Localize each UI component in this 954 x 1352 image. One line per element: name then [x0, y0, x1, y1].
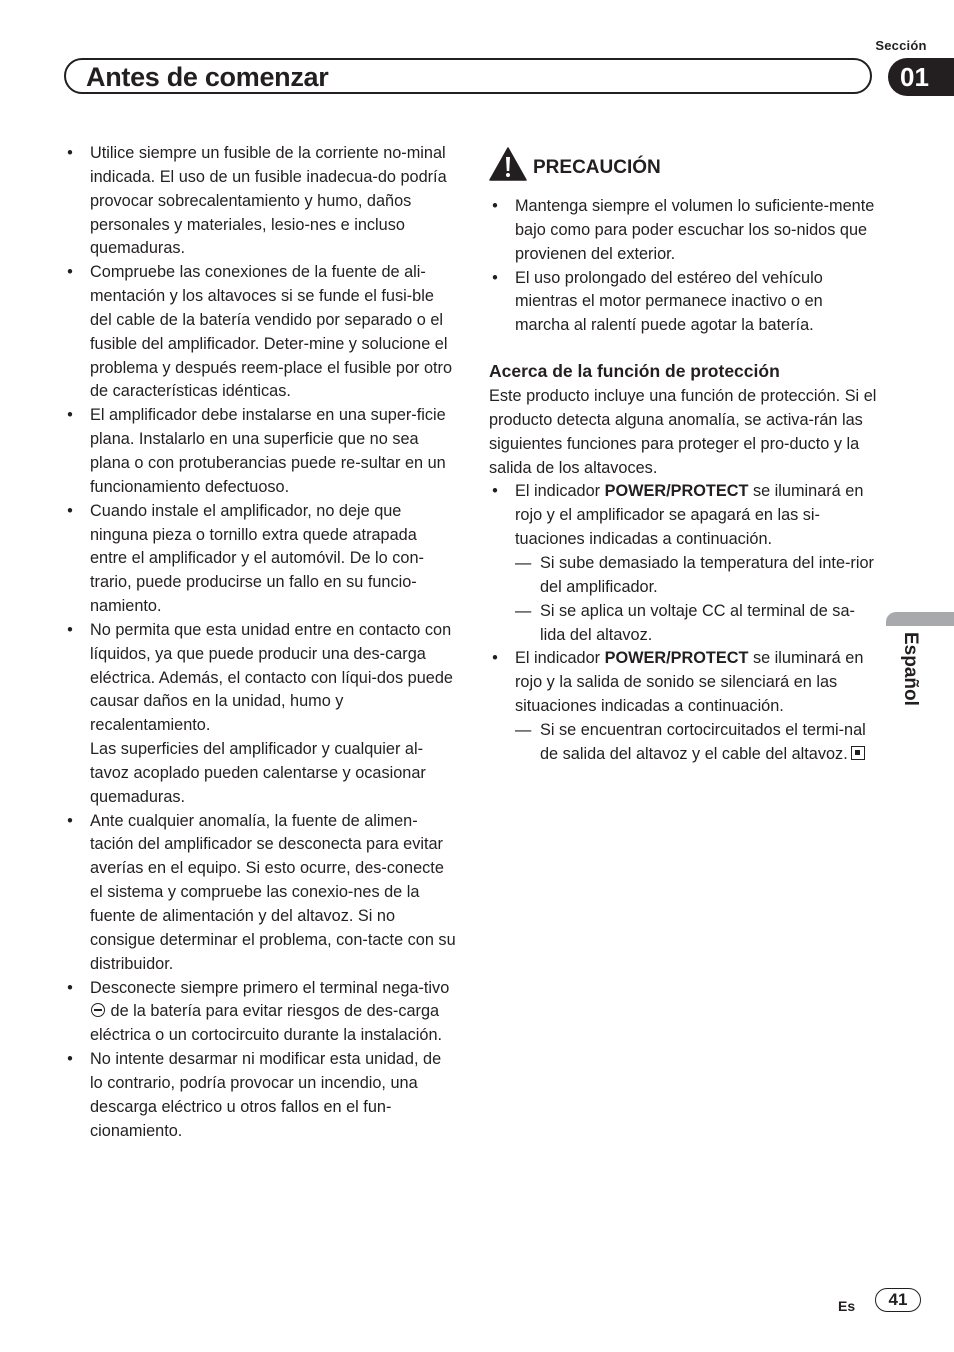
bullet-text-before: El indicador — [515, 482, 605, 501]
caution-title: PRECAUCIÓN — [533, 157, 661, 178]
bullet-text: El uso prolongado del estéreo del vehículo mientras el motor permanece inactivo o en marcha al ralentí puede agotar la batería. — [515, 268, 823, 335]
bullet-dot: • — [492, 268, 498, 287]
caution-heading — [489, 155, 879, 195]
bullet-dot: • — [67, 620, 73, 639]
section-label: Sección — [875, 38, 927, 53]
indicator-name: POWER/PROTECT — [604, 482, 749, 501]
list-item — [64, 404, 456, 499]
list-item — [64, 810, 456, 977]
bullet-dot: • — [492, 482, 498, 501]
language-label: Español — [900, 632, 921, 706]
bullet-text: Utilice siempre un fusible de la corriente no-minal indicada. El uso de un fusible inadecua-do podría provocar sobrecalentamiento y humo, daños personales y materiales, lesio-nes e incluso quemaduras. — [90, 144, 447, 258]
dash-list — [515, 552, 879, 647]
bullet-text: El amplificador debe instalarse en una super-ficie plana. Instalarlo en una superficie que no sea plana o con protuberancias puede re-sultar en un funcionamiento defectuoso. — [90, 406, 446, 496]
list-item — [64, 619, 456, 810]
dash-text: Si se aplica un voltaje CC al terminal de sa-lida del altavoz. — [540, 601, 855, 644]
left-bullet-list — [64, 142, 456, 1143]
dash-mark: — — [515, 720, 532, 739]
dash-item — [515, 719, 879, 767]
header-bar — [64, 58, 872, 94]
bullet-dot: • — [492, 649, 498, 668]
section-number-tab: 01 — [888, 58, 954, 96]
list-item — [489, 480, 879, 647]
indicator-name: POWER/PROTECT — [604, 649, 749, 668]
caution-bullet-list — [489, 195, 879, 338]
list-item — [489, 267, 879, 339]
bullet-text: No intente desarmar ni modificar esta unidad, de lo contrario, podría provocar un incendio, una descarga eléctrico u otros fallos en el fun-cionamiento. — [90, 1050, 442, 1140]
dash-text: Si se encuentran cortocircuitados el termi-nal de salida del altavoz y el cable del altavoz. — [540, 720, 866, 763]
protection-bullet-list — [489, 480, 879, 766]
list-item — [64, 1048, 456, 1143]
bullet-dot: • — [67, 263, 73, 282]
page-number: 41 — [875, 1288, 921, 1312]
dash-item — [515, 552, 879, 600]
bullet-text: Ante cualquier anomalía, la fuente de alimen-tación del amplificador se desconecta para evitar averías en el equipo. Si esto ocurre, des-conecte el sistema y compruebe las conexio-nes de la fuente de alimentación y del altavoz. Si no consigue determinar el problema, con-tacte con su distribuidor. — [90, 811, 456, 973]
warning-triangle-icon — [489, 147, 527, 181]
language-tab-marker — [886, 612, 954, 626]
bullet-dot: • — [67, 1050, 73, 1069]
list-item — [489, 195, 879, 267]
list-item — [64, 977, 456, 1049]
bullet-dot: • — [67, 144, 73, 162]
dash-text: Si sube demasiado la temperatura del inte-rior del amplificador. — [540, 553, 874, 596]
list-item — [64, 142, 456, 261]
dash-item — [515, 600, 879, 648]
protection-heading: Acerca de la función de protección — [489, 361, 780, 382]
bullet-dot: • — [67, 501, 73, 520]
bullet-dot: • — [67, 811, 73, 830]
end-of-section-icon — [851, 746, 865, 760]
list-item — [489, 647, 879, 766]
negative-terminal-icon — [91, 1003, 105, 1017]
bullet-dot: • — [492, 197, 498, 215]
bullet-text-before: Desconecte siempre primero el terminal nega-tivo — [90, 978, 450, 997]
bullet-text: Mantenga siempre el volumen lo suficiente-mente bajo como para poder escuchar los so-nidos que provienen del exterior. — [515, 197, 875, 263]
bullet-text: Compruebe las conexiones de la fuente de ali-mentación y los altavoces si se funde el fusi-ble del cable de la batería vendido por separado o el fusible del amplificador. Deter-mine y solucione el problema y después reem-place el fusible por otro de características idénticas. — [90, 263, 452, 401]
dash-list — [515, 719, 879, 767]
dash-mark: — — [515, 553, 532, 572]
dash-mark: — — [515, 601, 532, 620]
bullet-text-after: de la batería para evitar riesgos de des-carga eléctrica o un cortocircuito durante la instalación. — [90, 1002, 443, 1045]
bullet-dot: • — [67, 978, 73, 997]
bullet-text: No permita que esta unidad entre en contacto con líquidos, ya que puede producir una des-carga eléctrica. Además, el contacto con líqui-dos puede causar daños en la unidad, humo y recalentamiento. — [90, 620, 453, 735]
bullet-text-after: se iluminará en rojo y el amplificador se apagará en las si-tuaciones indicadas a continuación. — [515, 482, 864, 549]
bullet-text-after: se iluminará en rojo y la salida de sonido se silenciará en las situaciones indicadas a continuación. — [515, 649, 864, 716]
bullet-dot: • — [67, 406, 73, 425]
bullet-extra-text: Las superficies del amplificador y cualquier al-tavoz acoplado pueden calentarse y ocasionar quemaduras. — [90, 740, 426, 806]
footer-language-code: Es — [838, 1298, 856, 1314]
protection-intro: Este producto incluye una función de protección. Si el producto detecta alguna anomalía, se activa-rán las siguientes funciones para proteger el pro-ducto y la salida de los altavoces. — [489, 387, 877, 477]
left-column — [64, 142, 456, 1143]
list-item — [64, 500, 456, 619]
right-column — [489, 155, 879, 767]
bullet-text-before: El indicador — [515, 649, 605, 668]
bullet-text: Cuando instale el amplificador, no deje que ninguna pieza o tornillo extra quede atrapada entre el amplificador y el automóvil. De lo con-trario, puede producirse un fallo en su funcio-namiento. — [90, 501, 424, 616]
page-title: Antes de comenzar — [86, 62, 329, 92]
list-item — [64, 261, 456, 404]
